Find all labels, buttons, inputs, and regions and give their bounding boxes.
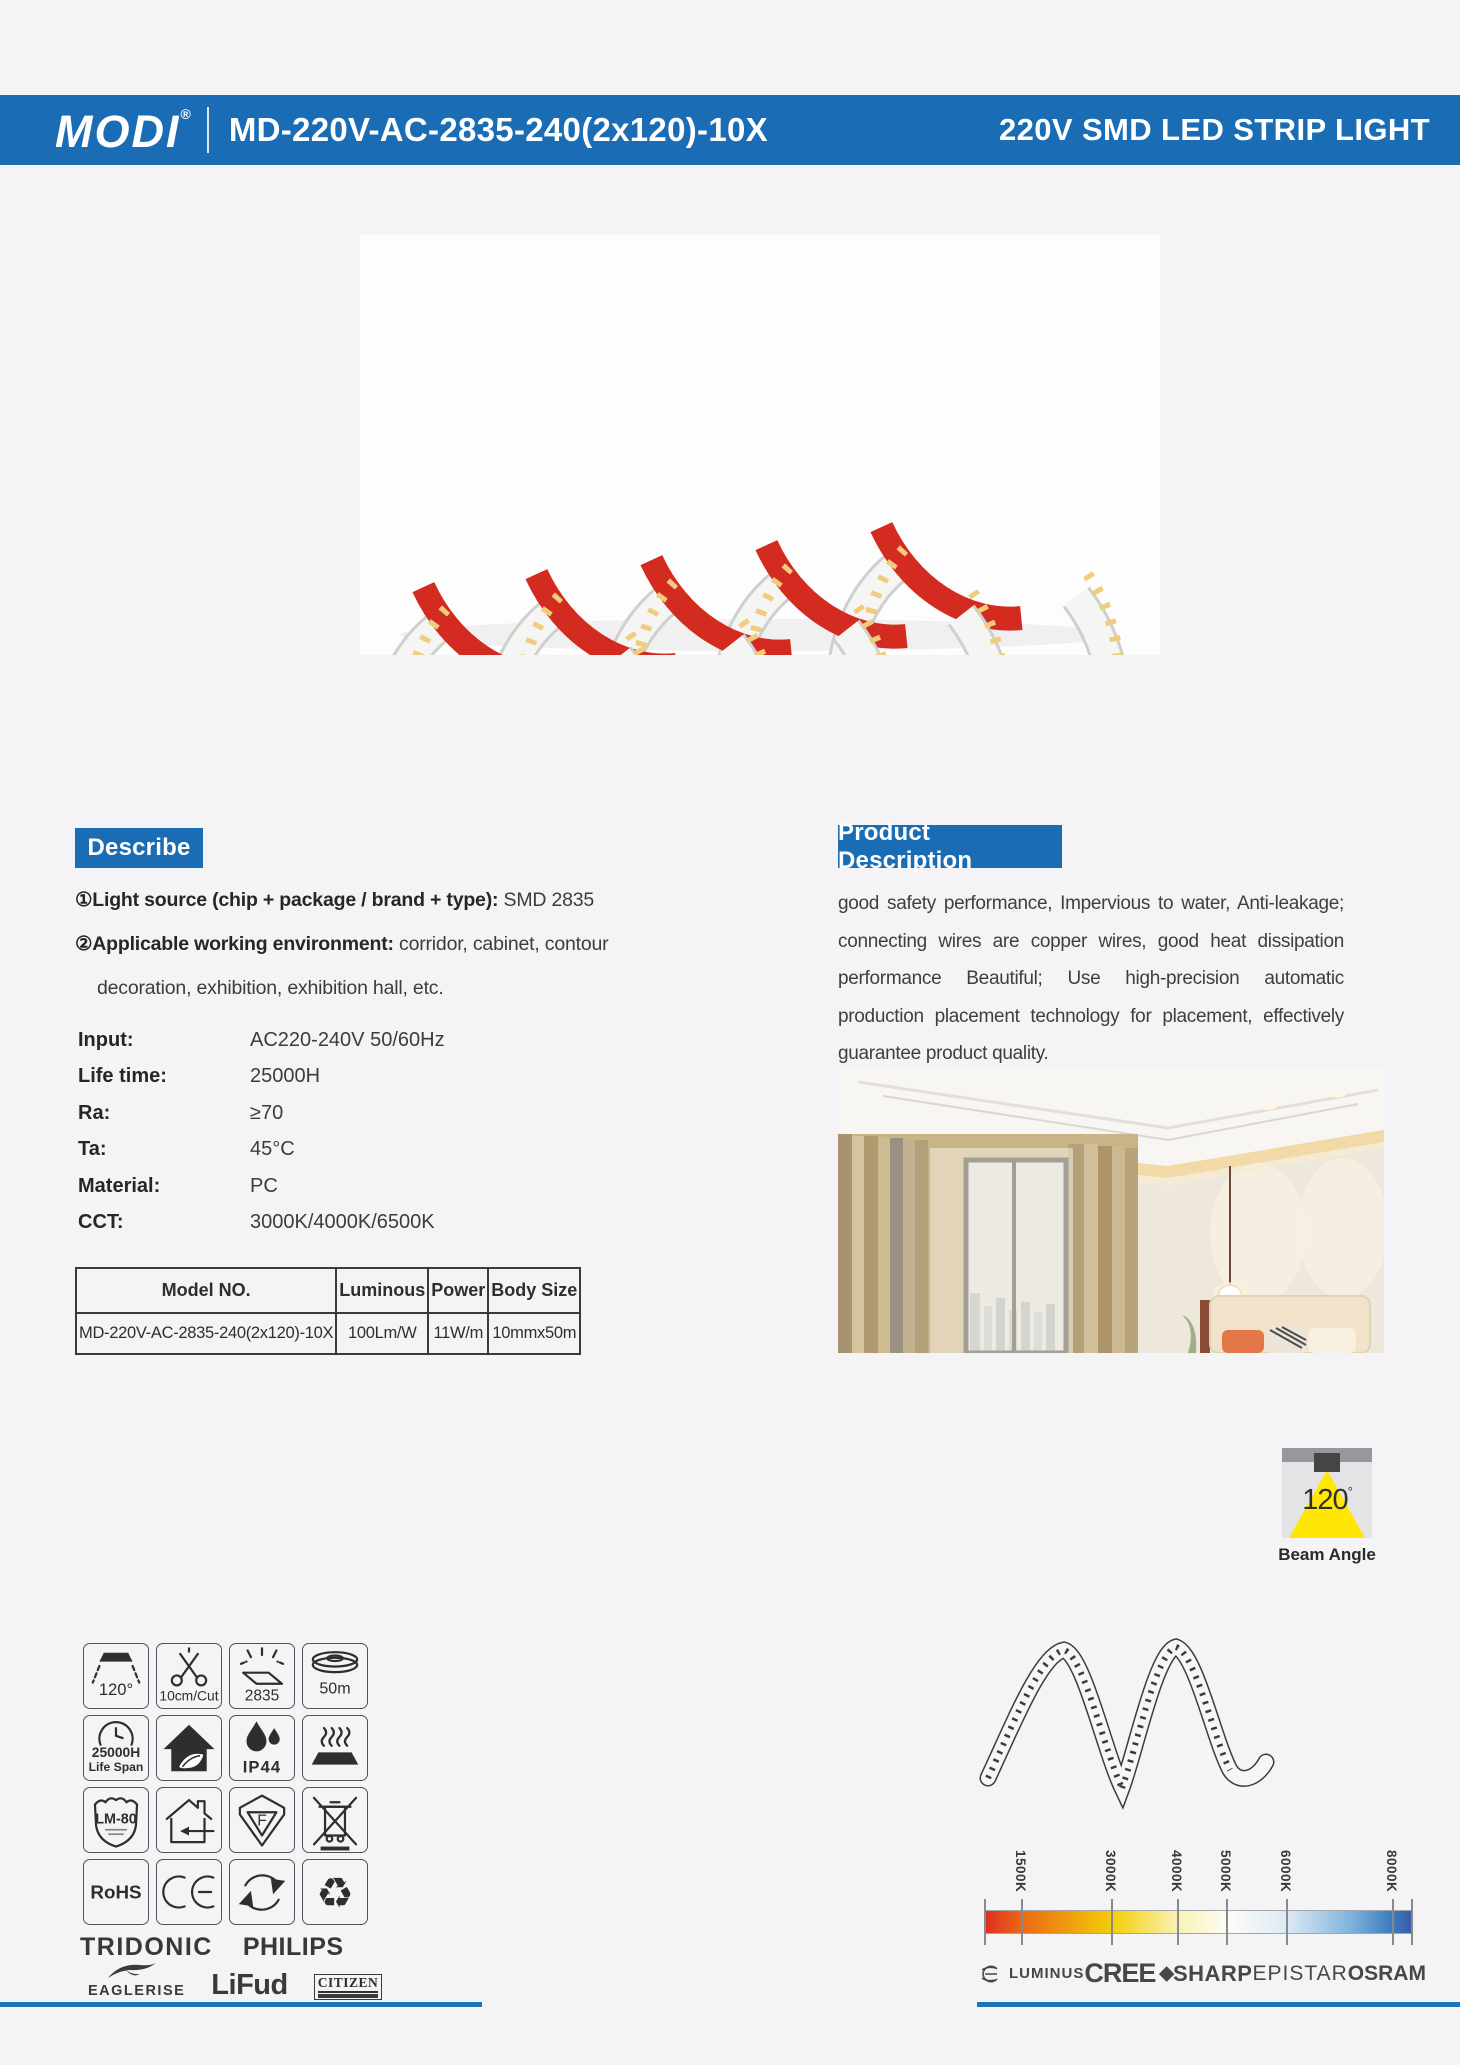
ip44-caption-text: IP44: [242, 1757, 282, 1777]
header-bar: [0, 95, 1460, 165]
cct-tick: [1177, 1899, 1179, 1945]
cct-tick: [1021, 1899, 1023, 1945]
sharp-logo: SHARP: [1172, 1960, 1253, 1986]
spec-row: [78, 1132, 678, 1169]
spec-table-header-row: [76, 1268, 580, 1313]
header-divider: [207, 107, 209, 153]
striped-pillow: [1266, 1326, 1306, 1353]
bottom-accent-line-left: [0, 2002, 482, 2007]
spec-label: Material:: [78, 1174, 161, 1197]
chip-brand-logos: [981, 1958, 1426, 1989]
spec-table-cell: 11W/m: [428, 1313, 488, 1354]
ce-mark-icon: [156, 1859, 222, 1925]
reel-50m-icon: [302, 1643, 368, 1709]
product-description-text: good safety performance, Impervious to water, Anti-leakage; connecting wires are copper wires, good heat dissipation performance Beautiful; Use high-precision automatic production placement technology for placement, effectively guarantee product quality.: [838, 893, 1344, 1065]
spec-table-header-cell: Power: [428, 1268, 488, 1313]
indoor-use-icon: [156, 1787, 222, 1853]
page-title: 220V SMD LED STRIP LIGHT: [998, 112, 1430, 147]
spec-row: [78, 1205, 678, 1242]
lifespan-icon: [83, 1715, 149, 1781]
cct-tick-label: 3000K: [1102, 1850, 1118, 1893]
spec-value: AC220-240V 50/60Hz: [250, 1028, 445, 1051]
describe-text: [75, 878, 665, 1010]
spec-value: 45°C: [250, 1138, 295, 1161]
f-mark-letter: F: [257, 1812, 267, 1830]
beam-angle-value: 120°: [1302, 1484, 1352, 1516]
spec-table-cell: 10mmx50m: [488, 1313, 580, 1354]
chip-caption-text: 2835: [244, 1687, 280, 1705]
spec-value: 25000H: [250, 1065, 321, 1088]
philips-logo: PHILIPS: [242, 1933, 344, 1961]
spec-table-cell: 100Lm/W: [336, 1313, 428, 1354]
luminus-logo: LUMINUS: [981, 1965, 1084, 1983]
spec-row: [78, 1059, 678, 1096]
f-mark-icon: [229, 1787, 295, 1853]
weee-bin-icon: [302, 1787, 368, 1853]
spec-table-header-cell: Luminous: [336, 1268, 428, 1313]
cut-length-icon: [156, 1643, 222, 1709]
cct-tick: [1411, 1899, 1413, 1945]
eaglerise-logo: EAGLERISE: [88, 1962, 185, 2000]
feature-icon-grid: [83, 1643, 368, 1925]
eagle-swoosh-icon: [106, 1962, 158, 1980]
model-number: MD-220V-AC-2835-240(2x120)-10X: [228, 111, 768, 148]
spec-label: Ra:: [78, 1101, 111, 1124]
citizen-logo: CITIZEN: [314, 1974, 383, 2000]
spec-label: Input:: [78, 1028, 134, 1051]
recycle-icon: [302, 1859, 368, 1925]
spec-table-header-cell: Body Size: [488, 1268, 580, 1313]
osram-logo: OSRAM: [1347, 1961, 1426, 1985]
cct-tick-label: 6000K: [1277, 1850, 1293, 1893]
rohs-text: RoHS: [90, 1881, 142, 1903]
chip-2835-icon: [229, 1643, 295, 1709]
spec-list: [78, 1022, 678, 1241]
lm80-shield-icon: [83, 1787, 149, 1853]
cct-tick-label: 4000K: [1169, 1850, 1184, 1893]
luminus-swoosh-icon: [981, 1965, 1005, 1983]
spec-row: [78, 1022, 678, 1059]
led-strip-coil-image: [360, 235, 1160, 655]
strip-wave-drawing: [978, 1630, 1276, 1812]
ip44-icon: [229, 1715, 295, 1781]
product-photo: [360, 235, 1160, 655]
registered-mark: ®: [180, 105, 191, 122]
heat-resistant-icon: [302, 1715, 368, 1781]
beam-led-chip: [1314, 1453, 1340, 1472]
spec-value: ≥70: [250, 1101, 284, 1124]
cree-logo: CREE ◆: [1084, 1958, 1173, 1988]
product-description-label: Product Description: [838, 825, 1062, 868]
lifespan-caption-text: Life Span: [88, 1760, 144, 1775]
cct-tick: [1226, 1899, 1228, 1945]
spec-table-data-row: [76, 1313, 580, 1354]
cct-tick: [1392, 1899, 1394, 1945]
spec-label: CCT:: [78, 1211, 124, 1234]
green-dot-icon: [229, 1859, 295, 1925]
spec-value: PC: [250, 1174, 278, 1197]
spec-table-header-cell: Model NO.: [76, 1268, 336, 1313]
cct-tick: [1286, 1899, 1288, 1945]
beam-angle-icon: [1282, 1448, 1372, 1538]
spec-row: [78, 1095, 678, 1132]
cct-gradient-bar: [985, 1910, 1412, 1934]
cct-tick-label: 1500K: [1013, 1850, 1029, 1893]
spec-row: [78, 1168, 678, 1205]
spec-value: 3000K/4000K/6500K: [250, 1211, 435, 1234]
describe-point-2: ②Applicable working environment: corridor, cabinet, contour decoration, exhibition, exhibition hall, etc.: [75, 933, 609, 999]
cct-tick: [1111, 1899, 1113, 1945]
lifud-logo: LiFud: [211, 1969, 288, 2001]
partner-logos-row1: [80, 1933, 344, 1962]
cct-tick-label: 8000K: [1383, 1850, 1399, 1893]
eco-house-icon: [156, 1715, 222, 1781]
rohs-icon: [83, 1859, 149, 1925]
cut-caption-text: 10cm/Cut: [159, 1687, 219, 1704]
citizen-logo-bar: [318, 1994, 379, 1998]
beam-angle-caption: Beam Angle: [1278, 1545, 1376, 1564]
recycle-glyph: ♻: [316, 1868, 354, 1918]
application-room-image: [838, 1068, 1384, 1353]
spec-label: Life time:: [78, 1065, 167, 1088]
cree-diamond-icon: ◆: [1159, 1963, 1173, 1984]
spec-table: [75, 1267, 581, 1355]
bottom-accent-line-right: [977, 2002, 1460, 2007]
beam-caption-text: 120°: [98, 1679, 134, 1699]
brand-logo: MODI®: [55, 105, 191, 157]
lifespan-hours-text: 25000H: [91, 1743, 141, 1760]
cct-tick: [984, 1899, 986, 1945]
partner-logos-row2: [88, 1962, 382, 2000]
beam-120-icon: [83, 1643, 149, 1709]
reel-caption-text: 50m: [319, 1679, 351, 1698]
describe-point-1: ①Light source (chip + package / brand + type): SMD 2835: [75, 889, 595, 911]
cct-tick-label: 5000K: [1218, 1850, 1234, 1893]
spec-label: Ta:: [78, 1138, 107, 1161]
lm80-caption-text: LM-80: [95, 1811, 137, 1828]
tridonic-logo: TRIDONIC: [80, 1933, 213, 1961]
epistar-logo: EPISTAR: [1252, 1961, 1348, 1985]
describe-section-label: Describe: [75, 828, 203, 868]
spec-table-cell: MD-220V-AC-2835-240(2x120)-10X: [76, 1313, 336, 1354]
